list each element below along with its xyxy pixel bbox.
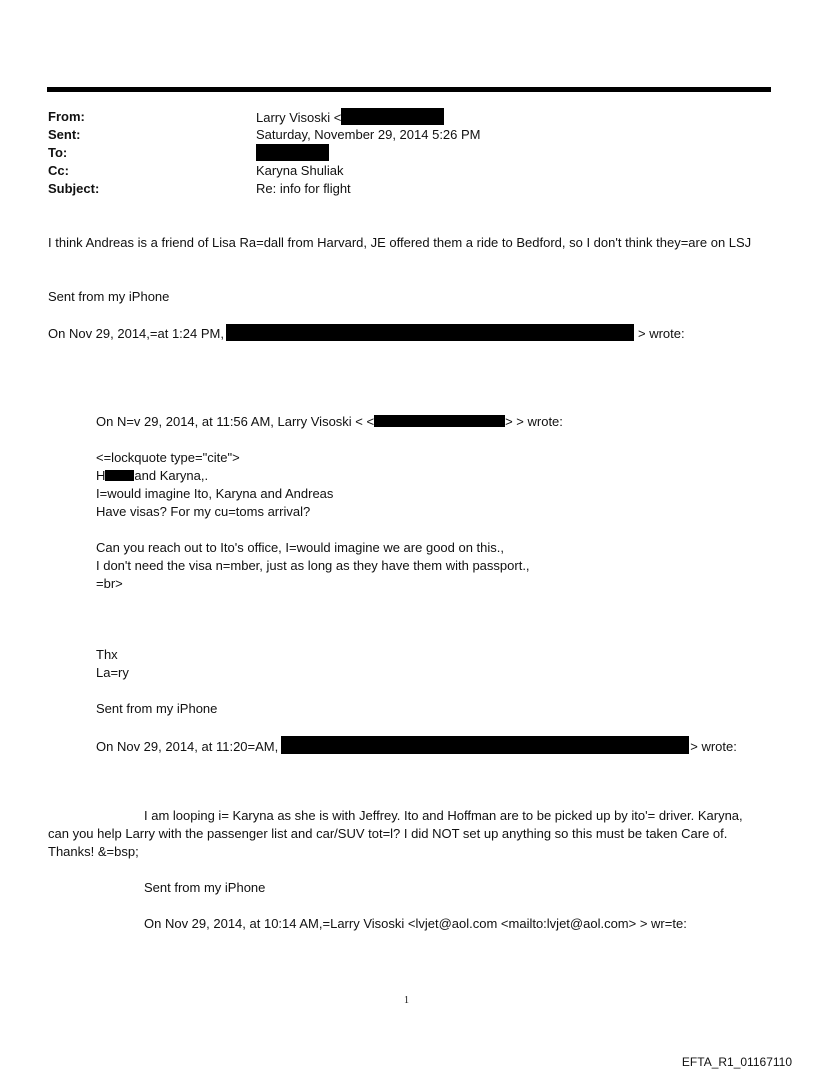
email-line: La=ry <box>96 665 129 680</box>
redaction-box <box>256 144 329 161</box>
subject-value: Re: info for flight <box>256 181 351 196</box>
quote-header-text: On Nov 29, 2014,=at 1:24 PM, <box>48 326 224 341</box>
header-rule <box>47 87 771 92</box>
redaction-box <box>281 736 689 754</box>
from-name: Larry Visoski < <box>256 110 342 125</box>
email-line: Thx <box>96 647 118 662</box>
cc-label: Cc: <box>48 163 69 178</box>
quote-header-suffix: > wrote: <box>690 739 737 754</box>
redaction-box <box>226 324 634 341</box>
email-line: I don't need the visa n=mber, just as long as they have them with passport., <box>96 558 530 573</box>
to-label: To: <box>48 145 68 160</box>
quote-header: On Nov 29, 2014, at 10:14 AM,=Larry Visoski <lvjet@aol.com <mailto:lvjet@aol.com> > wr=te: <box>144 916 687 931</box>
bates-number: EFTA_R1_01167110 <box>681 1055 792 1069</box>
email-line: Thanks! &=bsp; <box>48 844 139 859</box>
quote-header-text: On Nov 29, 2014, at 11:20=AM, <box>96 739 279 754</box>
quote-header <box>96 736 737 756</box>
quote-header-suffix: > wrote: <box>637 326 685 341</box>
email-line: Can you reach out to Ito's office, I=would imagine we are good on this., <box>96 540 505 555</box>
quote-header <box>48 324 685 343</box>
signature-line: Sent from my iPhone <box>144 880 266 895</box>
signature-line: Sent from my iPhone <box>96 701 218 716</box>
email-line: Have visas? For my cu=toms arrival? <box>96 504 311 519</box>
email-line: can you help Larry with the passenger list and car/SUV tot=l? I did NOT set up anything so this must be taken Care of. <box>48 826 728 841</box>
quote-header-suffix: > > wrote: <box>505 414 563 429</box>
redaction-box <box>374 415 505 427</box>
email-line: =br> <box>96 576 123 591</box>
sent-label: Sent: <box>48 127 81 142</box>
greeting-suffix: and Karyna,. <box>134 468 209 483</box>
sent-value: Saturday, November 29, 2014 5:26 PM <box>256 127 481 142</box>
redaction-box <box>105 470 134 481</box>
email-line: <=lockquote type="cite"> <box>96 450 240 465</box>
email-line: I am looping i= Karyna as she is with Jeffrey. Ito and Hoffman are to be picked up by ito'= driver. Karyna, <box>144 808 743 823</box>
greeting-line <box>96 467 208 485</box>
quote-header <box>96 413 563 431</box>
body-paragraph: I think Andreas is a friend of Lisa Ra=dall from Harvard, JE offered them a ride to Bedford, so I don't think they=are on LSJ <box>48 235 752 250</box>
signature-line: Sent from my iPhone <box>48 289 170 304</box>
greeting-text: H <box>96 468 106 483</box>
cc-value: Karyna Shuliak <box>256 163 344 178</box>
from-value <box>256 108 444 127</box>
from-label: From: <box>48 109 85 124</box>
subject-label: Subject: <box>48 181 100 196</box>
page-number: 1 <box>404 995 409 1006</box>
email-line: I=would imagine Ito, Karyna and Andreas <box>96 486 334 501</box>
quote-header-text: On N=v 29, 2014, at 11:56 AM, Larry Visoski < < <box>96 414 375 429</box>
to-value <box>256 144 329 163</box>
redaction-box <box>341 108 444 125</box>
